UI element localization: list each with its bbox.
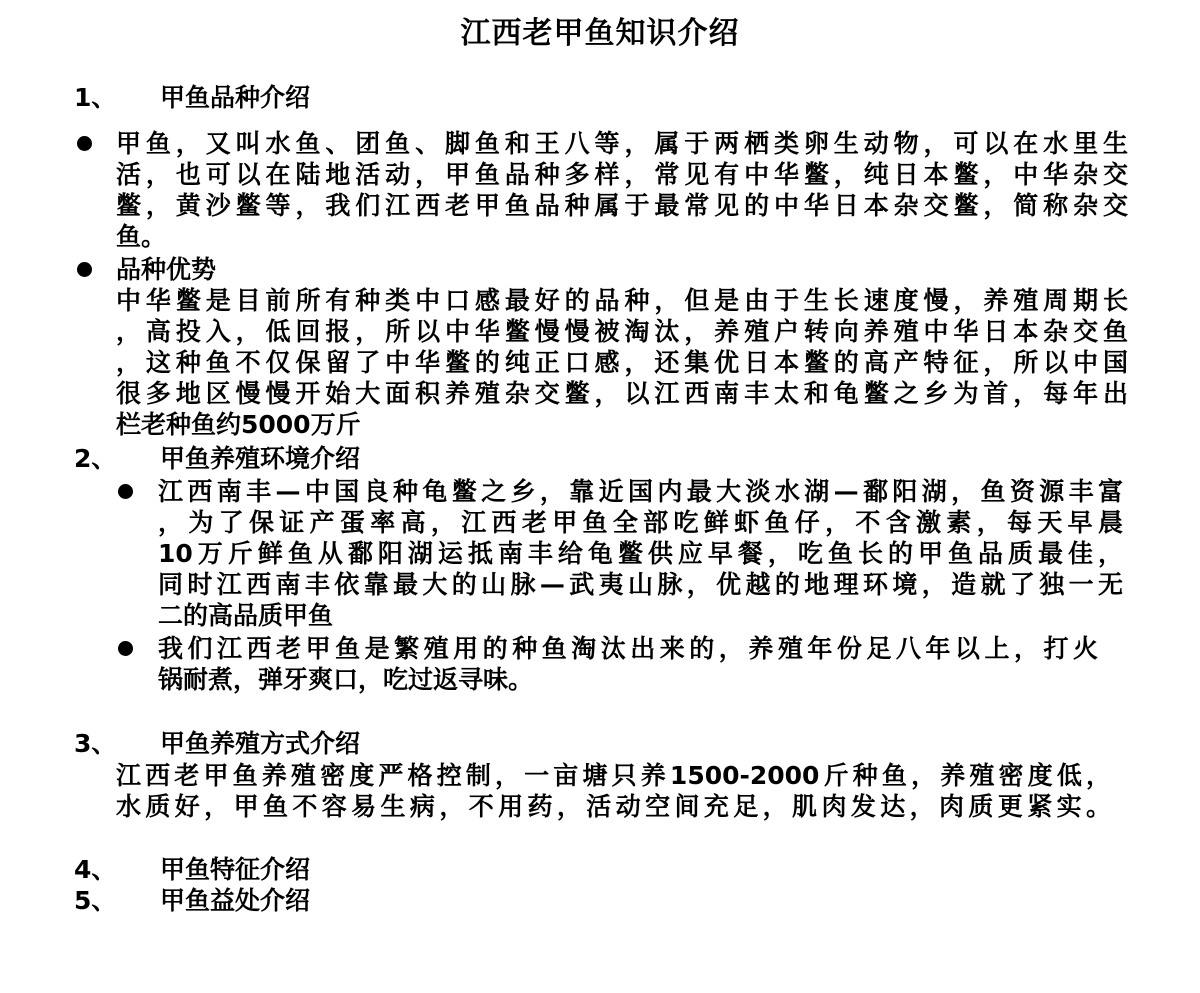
bullet-title: 品种优势: [116, 255, 217, 284]
section-number: 2、: [74, 444, 117, 473]
text-line: 鳖，黄沙鳖等，我们江西老甲鱼品种属于最常见的中华日本杂交鳖，简称杂交: [116, 191, 1128, 220]
bullet-dot-icon: [77, 262, 92, 277]
section-3-heading: [74, 728, 360, 759]
section-title: 甲鱼品种介绍: [160, 83, 311, 112]
section-number: 5、: [74, 886, 117, 915]
bullet-dot-icon: [118, 484, 133, 499]
text-line: 活，也可以在陆地活动，甲鱼品种多样，常见有中华鳖，纯日本鳖，中华杂交: [116, 160, 1128, 189]
section-3-body: [116, 760, 1111, 822]
text-line: 栏老种鱼约5000万斤: [116, 410, 361, 439]
section-number: 4、: [74, 855, 117, 884]
text-line: 同时江西南丰依靠最大的山脉—武夷山脉，优越的地理环境，造就了独一无: [158, 570, 1123, 599]
text-line: 中华鳖是目前所有种类中口感最好的品种，但是由于生长速度慢，养殖周期长: [116, 286, 1128, 315]
section-title: 甲鱼特征介绍: [160, 855, 311, 884]
text-line: 甲鱼，又叫水鱼、团鱼、脚鱼和王八等，属于两栖类卵生动物，可以在水里生: [116, 129, 1128, 158]
section-4-heading: [74, 854, 310, 885]
section-title: 甲鱼养殖方式介绍: [160, 729, 361, 758]
bullet-dot-icon: [77, 136, 92, 151]
section-2-bullet-2: [158, 633, 1098, 695]
section-2-heading: [74, 443, 360, 474]
text-line: ，这种鱼不仅保留了中华鳖的纯正口感，还集优日本鳖的高产特征，所以中国: [116, 348, 1128, 377]
text-line: 10万斤鲜鱼从鄱阳湖运抵南丰给龟鳖供应早餐，吃鱼长的甲鱼品质最佳，: [158, 539, 1123, 568]
text-line: ，高投入，低回报，所以中华鳖慢慢被淘汰，养殖户转向养殖中华日本杂交鱼: [116, 317, 1128, 346]
text-line: 鱼。: [116, 222, 167, 251]
section-5-heading: [74, 885, 310, 916]
text-line: ，为了保证产蛋率高，江西老甲鱼全部吃鲜虾鱼仔，不含激素，每天早晨: [158, 508, 1123, 537]
section-1-bullet-2: [116, 254, 1128, 440]
text-line: 很多地区慢慢开始大面积养殖杂交鳖，以江西南丰太和龟鳖之乡为首，每年出: [116, 379, 1128, 408]
text-line: 江西老甲鱼养殖密度严格控制，一亩塘只养1500-2000斤种鱼，养殖密度低，: [116, 761, 1111, 790]
section-number: 3、: [74, 729, 117, 758]
text-line: 我们江西老甲鱼是繁殖用的种鱼淘汰出来的，养殖年份足八年以上，打火: [158, 634, 1098, 663]
text-line: 锅耐煮，弹牙爽口，吃过返寻味。: [158, 665, 534, 694]
section-title: 甲鱼益处介绍: [160, 886, 311, 915]
text-line: 水质好，甲鱼不容易生病，不用药，活动空间充足，肌肉发达，肉质更紧实。: [116, 792, 1111, 821]
document-title: 江西老甲鱼知识介绍: [460, 16, 740, 51]
section-number: 1、: [74, 83, 117, 112]
section-1-heading: [74, 82, 310, 113]
section-1-bullet-1: [116, 128, 1128, 252]
section-title: 甲鱼养殖环境介绍: [160, 444, 361, 473]
text-line: 江西南丰—中国良种龟鳖之乡，靠近国内最大淡水湖—鄱阳湖，鱼资源丰富: [158, 477, 1123, 506]
text-line: 二的高品质甲鱼: [158, 601, 334, 630]
section-2-bullet-1: [158, 476, 1123, 631]
bullet-dot-icon: [118, 641, 133, 656]
